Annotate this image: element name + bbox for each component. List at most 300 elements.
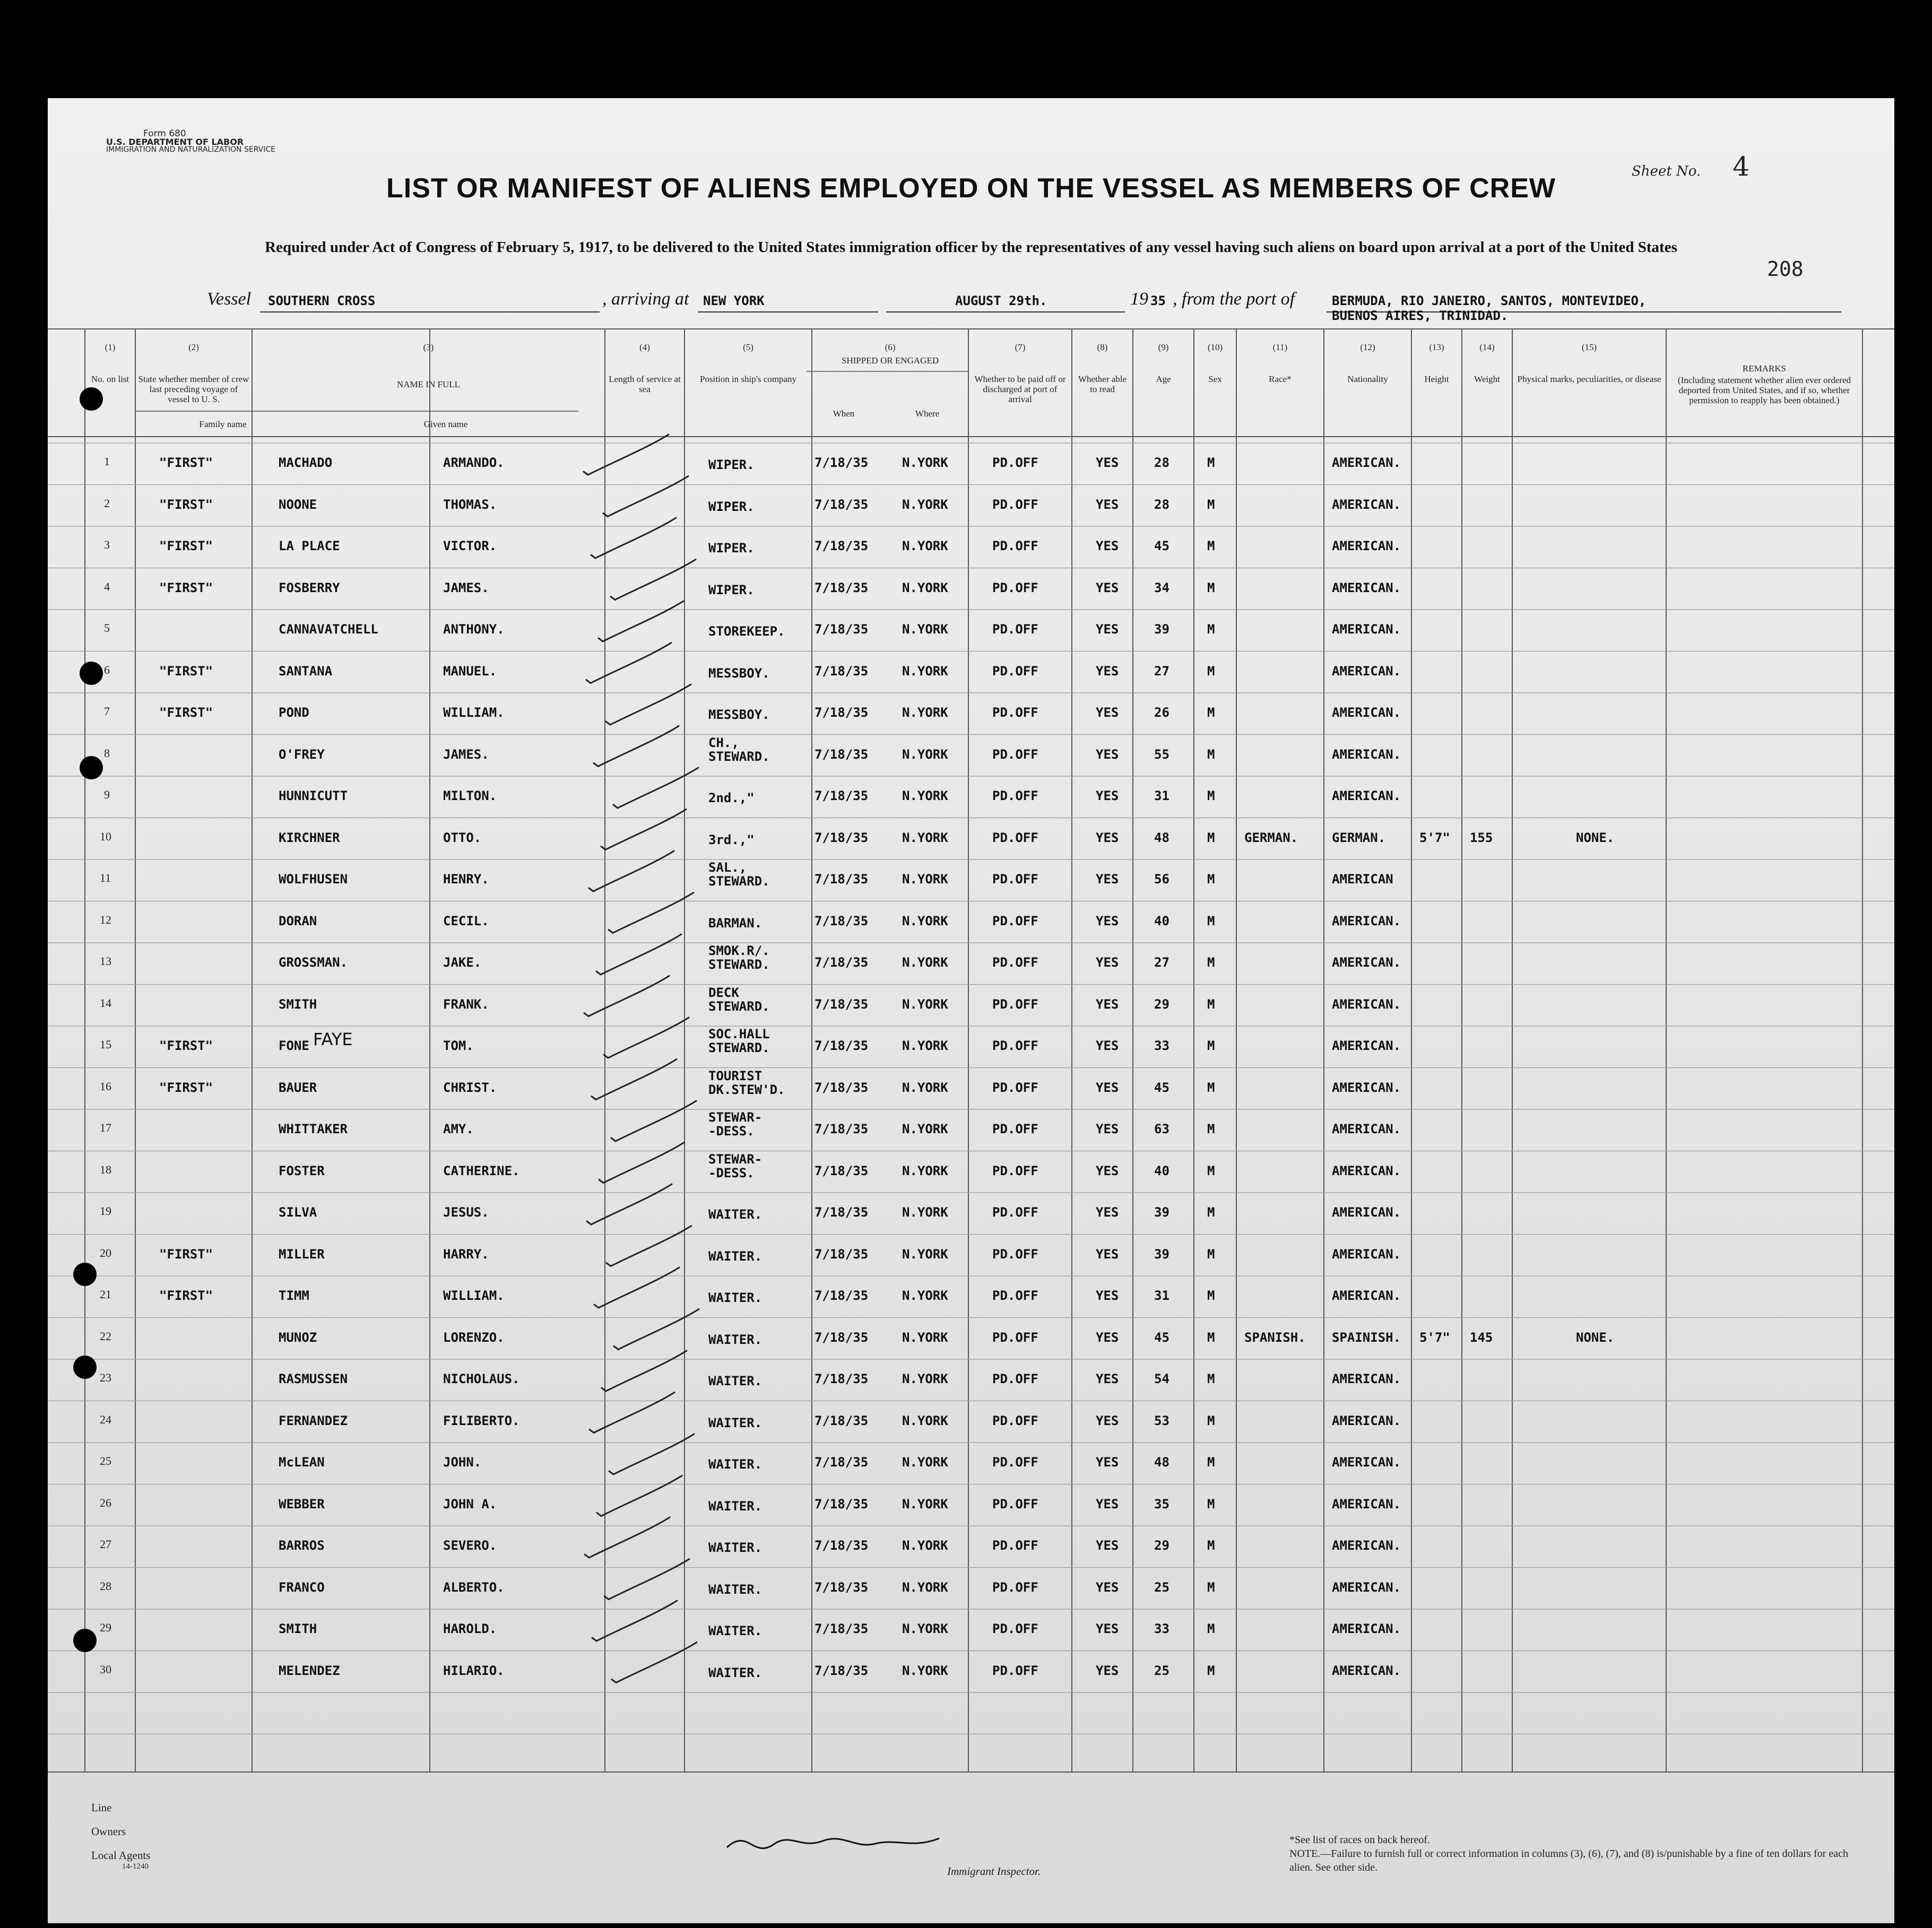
position-line-2: -DESS. [708, 1165, 755, 1180]
check-mark [614, 1309, 699, 1350]
able-to-read: YES [1096, 746, 1119, 762]
nationality: AMERICAN. [1332, 497, 1401, 512]
given-name: FRANK. [443, 996, 489, 1012]
shipped-where: N.YORK [902, 1205, 948, 1220]
paid-off: PD.OFF [992, 955, 1038, 970]
given-name: HAROLD. [443, 1621, 497, 1636]
nationality: AMERICAN. [1332, 1205, 1401, 1220]
position-line-1: TOURIST [708, 1068, 763, 1083]
able-to-read: YES [1096, 1579, 1119, 1595]
owners-label: Owners [91, 1825, 126, 1838]
nationality: AMERICAN. [1332, 455, 1401, 470]
family-name: WOLFHUSEN [279, 872, 348, 887]
punch-hole [73, 1356, 97, 1379]
row-number: 18 [100, 1162, 111, 1176]
row-number: 4 [104, 579, 110, 593]
family-name: SMITH [279, 996, 317, 1012]
family-name: DORAN [279, 913, 317, 928]
shipped-when: 7/18/35 [815, 1371, 869, 1386]
paid-off: PD.OFF [992, 1621, 1038, 1636]
shipped-where: N.YORK [902, 1663, 948, 1678]
shipped-when: 7/18/35 [815, 1330, 869, 1345]
check-mark [611, 560, 696, 600]
paid-off: PD.OFF [992, 872, 1038, 887]
column-number-c7: (7) [1015, 342, 1026, 352]
given-name: AMY. [443, 1122, 474, 1136]
position-line-2: WAITER. [708, 1248, 763, 1264]
position-line-2: DK.STEW'D. [708, 1082, 785, 1097]
punch-hole [80, 662, 103, 685]
row-number: 23 [100, 1371, 111, 1384]
paid-off: PD.OFF [992, 455, 1038, 470]
given-name: JAMES. [443, 580, 489, 595]
manifest-sheet [48, 98, 1894, 1923]
shipped-where: N.YORK [902, 1579, 948, 1595]
paid-off: PD.OFF [992, 1246, 1038, 1262]
given-name: CECIL. [443, 913, 489, 928]
row-number: 27 [100, 1538, 111, 1551]
shipped-when: 7/18/35 [815, 1538, 869, 1553]
position-line-2: 3rd.," [708, 832, 755, 847]
check-mark [586, 643, 671, 683]
position-line-2: WAITER. [708, 1374, 763, 1388]
prev-voyage: "FIRST" [159, 705, 213, 720]
column-number-c11: (11) [1272, 342, 1288, 352]
physical-marks: NONE. [1576, 1330, 1615, 1345]
paid-off: PD.OFF [992, 1038, 1038, 1053]
family-name: FOSTER [279, 1163, 325, 1178]
row-number: 29 [100, 1621, 111, 1634]
column-header-when: When [833, 409, 855, 419]
able-to-read: YES [1096, 1663, 1119, 1678]
column-header-given: Given name [423, 419, 468, 429]
position-line-2: 2nd.," [708, 791, 755, 805]
row-number: 26 [100, 1496, 111, 1509]
age: 25 [1154, 1579, 1169, 1595]
prev-voyage: "FIRST" [159, 1038, 213, 1053]
from-ports-line-2: BUENOS AIRES, TRINIDAD. [1332, 308, 1509, 323]
age: 29 [1154, 1538, 1169, 1553]
shipped-when: 7/18/35 [815, 455, 869, 470]
inspector-label: Immigrant Inspector. [947, 1865, 1041, 1878]
shipped-when: 7/18/35 [815, 1163, 869, 1178]
able-to-read: YES [1096, 1246, 1119, 1262]
shipped-when: 7/18/35 [815, 1579, 869, 1595]
arriving-label: , arriving at [602, 289, 689, 309]
from-ports-line-1: BERMUDA, RIO JANEIRO, SANTOS, MONTEVIDEO, [1332, 293, 1647, 308]
sex: M [1207, 580, 1215, 595]
shipped-when: 7/18/35 [815, 872, 869, 887]
given-name: JOHN. [443, 1455, 482, 1470]
able-to-read: YES [1096, 539, 1119, 553]
column-number-c10: (10) [1207, 342, 1223, 352]
family-name: KIRCHNER [279, 830, 340, 845]
age: 53 [1154, 1413, 1169, 1428]
shipped-when: 7/18/35 [815, 746, 869, 762]
paid-off: PD.OFF [992, 1205, 1038, 1220]
shipped-when: 7/18/35 [815, 539, 869, 553]
family-name: HUNNICUTT [279, 788, 348, 803]
check-mark [599, 1143, 684, 1183]
sex: M [1207, 1330, 1215, 1345]
age: 45 [1154, 1330, 1169, 1345]
age: 25 [1154, 1663, 1169, 1678]
paid-off: PD.OFF [992, 539, 1038, 553]
family-name: POND [279, 705, 309, 720]
row-number: 6 [104, 663, 110, 676]
row-number: 8 [104, 746, 110, 760]
age: 45 [1154, 539, 1169, 553]
shipped-when: 7/18/35 [815, 1288, 869, 1303]
paid-off: PD.OFF [992, 1496, 1038, 1512]
race: GERMAN. [1244, 830, 1298, 845]
check-mark [594, 726, 679, 767]
position-line-1: CH., [708, 735, 739, 750]
sex: M [1207, 1413, 1215, 1428]
given-name: WILLIAM. [443, 705, 505, 720]
given-name: SEVERO. [443, 1538, 497, 1553]
position-line-2: WAITER. [708, 1457, 763, 1472]
family-name: MUNOZ [279, 1330, 317, 1345]
nationality: AMERICAN. [1332, 663, 1401, 679]
paid-off: PD.OFF [992, 1413, 1038, 1428]
shipped-when: 7/18/35 [815, 497, 869, 512]
paid-off: PD.OFF [992, 746, 1038, 762]
given-name: CHRIST. [443, 1080, 497, 1095]
handwritten-correction: FAYE [313, 1029, 353, 1049]
given-name: THOMAS. [443, 497, 497, 512]
sex: M [1207, 1538, 1215, 1553]
check-mark [599, 601, 683, 641]
row-number: 24 [100, 1412, 111, 1426]
footer-note [1289, 1833, 1852, 1874]
sex: M [1207, 872, 1215, 887]
shipped-when: 7/18/35 [815, 1122, 869, 1136]
given-name: CATHERINE. [443, 1163, 520, 1178]
stamp-number: 208 [1767, 257, 1804, 281]
nationality: AMERICAN. [1332, 1455, 1401, 1470]
given-name: TOM. [443, 1038, 474, 1053]
sex: M [1207, 1246, 1215, 1262]
paid-off: PD.OFF [992, 1122, 1038, 1136]
family-name: FONE [279, 1038, 309, 1053]
department-name: U.S. DEPARTMENT OF LABOR [106, 137, 244, 147]
family-name: FRANCO [279, 1579, 325, 1595]
paid-off: PD.OFF [992, 1371, 1038, 1386]
shipped-where: N.YORK [902, 1163, 948, 1178]
given-name: MILTON. [443, 788, 497, 803]
age: 45 [1154, 1080, 1169, 1095]
age: 28 [1154, 455, 1169, 470]
family-name: FOSBERRY [279, 580, 340, 595]
able-to-read: YES [1096, 788, 1119, 803]
shipped-where: N.YORK [902, 1538, 948, 1553]
shipped-when: 7/18/35 [815, 955, 869, 970]
vessel-label: Vessel [207, 289, 252, 309]
column-header-c7: Whether to be paid off or discharged at port of arrival [974, 374, 1066, 404]
shipped-where: N.YORK [902, 455, 948, 470]
column-header-c14: Weight [1474, 374, 1500, 384]
family-name: BAUER [279, 1080, 317, 1095]
column-number-c4: (4) [639, 342, 650, 352]
punch-hole [73, 1263, 97, 1286]
sheet-number-value: 4 [1732, 151, 1750, 182]
position-line-2: -DESS. [708, 1124, 755, 1139]
able-to-read: YES [1096, 1496, 1119, 1512]
row-number: 10 [100, 829, 111, 843]
column-header-c8: Whether able to read [1078, 374, 1127, 394]
nationality: AMERICAN. [1332, 580, 1401, 595]
sex: M [1207, 1122, 1215, 1136]
position-line-2: STEWARD. [708, 1040, 770, 1055]
shipped-when: 7/18/35 [815, 830, 869, 845]
row-number: 13 [100, 954, 111, 968]
nationality: AMERICAN. [1332, 1496, 1401, 1512]
position-line-2: WAITER. [708, 1665, 763, 1680]
nationality: AMERICAN. [1332, 913, 1401, 928]
able-to-read: YES [1096, 1288, 1119, 1303]
shipped-where: N.YORK [902, 622, 948, 637]
family-name: TIMM [279, 1288, 309, 1303]
shipped-where: N.YORK [902, 1413, 948, 1428]
sex: M [1207, 497, 1215, 512]
position-line-1: SOC.HALL [708, 1027, 770, 1041]
able-to-read: YES [1096, 497, 1119, 512]
paid-off: PD.OFF [992, 830, 1038, 845]
given-name: HARRY. [443, 1246, 489, 1262]
shipped-where: N.YORK [902, 1496, 948, 1512]
row-number: 16 [100, 1079, 111, 1093]
paid-off: PD.OFF [992, 913, 1038, 928]
family-name: SILVA [279, 1205, 317, 1220]
given-name: VICTOR. [443, 539, 497, 553]
check-mark [609, 1434, 694, 1474]
row-number: 11 [100, 871, 111, 884]
paid-off: PD.OFF [992, 1663, 1038, 1678]
family-name: SMITH [279, 1621, 317, 1636]
given-name: OTTO. [443, 830, 482, 845]
shipped-when: 7/18/35 [815, 996, 869, 1012]
given-name: JAKE. [443, 955, 482, 970]
age: 28 [1154, 497, 1169, 512]
row-number: 19 [100, 1204, 111, 1218]
row-number: 20 [100, 1246, 111, 1260]
column-header-c12: Nationality [1347, 374, 1388, 384]
sex: M [1207, 1579, 1215, 1595]
prev-voyage: "FIRST" [159, 1080, 213, 1095]
paid-off: PD.OFF [992, 788, 1038, 803]
family-name: MACHADO [279, 455, 333, 470]
race-note: *See list of races on back hereof. [1289, 1834, 1430, 1846]
family-name: NOONE [279, 497, 317, 512]
paid-off: PD.OFF [992, 497, 1038, 512]
check-mark [597, 1476, 682, 1516]
able-to-read: YES [1096, 913, 1119, 928]
age: 31 [1154, 1288, 1169, 1303]
fine-note: NOTE.—Failure to furnish full or correct information in columns (3), (6), (7), and (8) is/punishable by a fine of ten dollars for each alien. See other side. [1289, 1848, 1849, 1873]
nationality: SPAINISH. [1332, 1330, 1401, 1345]
check-mark [602, 1351, 687, 1391]
inspector-signature [727, 1838, 939, 1848]
able-to-read: YES [1096, 705, 1119, 720]
column-header-c2: State whether member of crew last preceding voyage of vessel to U. S. [138, 374, 249, 404]
height: 5'7" [1419, 1330, 1450, 1345]
shipped-where: N.YORK [902, 705, 948, 720]
weight: 155 [1470, 830, 1493, 845]
age: 39 [1154, 1205, 1169, 1220]
age: 40 [1154, 1163, 1169, 1178]
age: 33 [1154, 1621, 1169, 1636]
shipped-where: N.YORK [902, 1038, 948, 1053]
paid-off: PD.OFF [992, 663, 1038, 679]
age: 35 [1154, 1496, 1169, 1512]
column-number-c2: (2) [188, 342, 199, 352]
family-name: WEBBER [279, 1496, 325, 1512]
position-line-2: WIPER. [708, 582, 755, 597]
shipped-when: 7/18/35 [815, 663, 869, 679]
vessel-name: SOUTHERN CROSS [268, 293, 376, 308]
given-name: JOHN A. [443, 1496, 497, 1512]
arriving-port: NEW YORK [703, 293, 765, 308]
column-number-c6: (6) [885, 342, 896, 352]
sex: M [1207, 1455, 1215, 1470]
row-number: 9 [104, 788, 110, 801]
nationality: AMERICAN. [1332, 996, 1401, 1012]
physical-marks: NONE. [1576, 830, 1615, 845]
position-line-1: SAL., [708, 860, 747, 875]
prev-voyage: "FIRST" [159, 1288, 213, 1303]
service-name: IMMIGRATION AND NATURALIZATION SERVICE [106, 145, 275, 154]
nationality: AMERICAN [1332, 872, 1393, 887]
position-line-2: WAITER. [708, 1540, 763, 1555]
row-number: 7 [104, 705, 110, 718]
row-number: 22 [100, 1329, 111, 1343]
shipped-where: N.YORK [902, 663, 948, 679]
line-label: Line [91, 1801, 112, 1814]
able-to-read: YES [1096, 1163, 1119, 1178]
family-name: RASMUSSEN [279, 1371, 348, 1386]
page-title: LIST OR MANIFEST OF ALIENS EMPLOYED ON THE VESSEL AS MEMBERS OF CREW [386, 173, 1556, 204]
sex: M [1207, 1621, 1215, 1636]
shipped-where: N.YORK [902, 1288, 948, 1303]
position-line-2: BARMAN. [708, 915, 763, 931]
check-mark [611, 1101, 696, 1141]
paid-off: PD.OFF [992, 705, 1038, 720]
check-mark [606, 684, 691, 725]
punch-hole [80, 756, 103, 779]
position-line-2: MESSBOY. [708, 707, 770, 722]
check-mark [584, 976, 669, 1017]
family-name: CANNAVATCHELL [279, 622, 378, 637]
sex: M [1207, 705, 1215, 720]
check-mark [587, 1184, 672, 1224]
paid-off: PD.OFF [992, 1538, 1038, 1553]
sex: M [1207, 830, 1215, 845]
sex: M [1207, 622, 1215, 637]
given-name: FILIBERTO. [443, 1413, 520, 1428]
position-line-1: STEWAR- [708, 1110, 763, 1125]
nationality: AMERICAN. [1332, 1246, 1401, 1262]
row-number: 1 [104, 455, 110, 468]
shipped-when: 7/18/35 [815, 1621, 869, 1636]
year-suffix: 35 [1150, 293, 1166, 308]
given-name: NICHOLAUS. [443, 1371, 520, 1386]
paid-off: PD.OFF [992, 1288, 1038, 1303]
paid-off: PD.OFF [992, 1330, 1038, 1345]
age: 27 [1154, 663, 1169, 679]
from-port-label: , from the port of [1173, 289, 1295, 309]
able-to-read: YES [1096, 830, 1119, 845]
paid-off: PD.OFF [992, 1455, 1038, 1470]
check-mark [594, 1267, 679, 1308]
column-header-c15: Physical marks, peculiarities, or disease [1517, 374, 1661, 384]
age: 40 [1154, 913, 1169, 928]
nationality: AMERICAN. [1332, 788, 1401, 803]
nationality: AMERICAN. [1332, 1538, 1401, 1553]
family-name: LA PLACE [279, 539, 340, 553]
check-mark [604, 1559, 689, 1600]
sex: M [1207, 1038, 1215, 1053]
prev-voyage: "FIRST" [159, 1246, 213, 1262]
able-to-read: YES [1096, 580, 1119, 595]
check-mark [613, 768, 698, 808]
row-number: 5 [104, 621, 110, 635]
column-number-c9: (9) [1158, 342, 1169, 352]
nationality: AMERICAN. [1332, 1371, 1401, 1386]
able-to-read: YES [1096, 1371, 1119, 1386]
column-header-c1: No. on list [91, 374, 129, 384]
row-number: 30 [100, 1662, 111, 1676]
form-code: 14-1240 [122, 1862, 149, 1871]
able-to-read: YES [1096, 1205, 1119, 1220]
given-name: HILARIO. [443, 1663, 505, 1678]
check-mark [604, 1018, 689, 1058]
check-mark [589, 851, 674, 891]
able-to-read: YES [1096, 663, 1119, 679]
nationality: AMERICAN. [1332, 705, 1401, 720]
agents-label: Local Agents [91, 1849, 151, 1862]
able-to-read: YES [1096, 1122, 1119, 1136]
position-line-1: SMOK.R/. [708, 943, 770, 958]
nationality: AMERICAN. [1332, 1122, 1401, 1136]
shipped-where: N.YORK [902, 1455, 948, 1470]
age: 54 [1154, 1371, 1169, 1386]
able-to-read: YES [1096, 1330, 1119, 1345]
column-header-c5: Position in ship's company [699, 374, 797, 384]
column-header-family: Family name [199, 419, 247, 429]
check-mark [585, 1517, 670, 1558]
position-line-2: MESSBOY. [708, 665, 770, 681]
given-name: JESUS. [443, 1205, 489, 1220]
shipped-where: N.YORK [902, 1621, 948, 1636]
nationality: AMERICAN. [1332, 539, 1401, 553]
row-number: 14 [100, 996, 111, 1010]
shipped-when: 7/18/35 [815, 1496, 869, 1512]
row-number: 15 [100, 1038, 111, 1051]
column-header-c10: Sex [1208, 374, 1222, 384]
column-number-c14: (14) [1479, 342, 1495, 352]
sex: M [1207, 913, 1215, 928]
nationality: AMERICAN. [1332, 1080, 1401, 1095]
check-mark [607, 1226, 691, 1266]
able-to-read: YES [1096, 1038, 1119, 1053]
age: 31 [1154, 788, 1169, 803]
row-number: 12 [100, 913, 111, 926]
able-to-read: YES [1096, 1538, 1119, 1553]
sex: M [1207, 788, 1215, 803]
shipped-where: N.YORK [902, 497, 948, 512]
sex: M [1207, 663, 1215, 679]
